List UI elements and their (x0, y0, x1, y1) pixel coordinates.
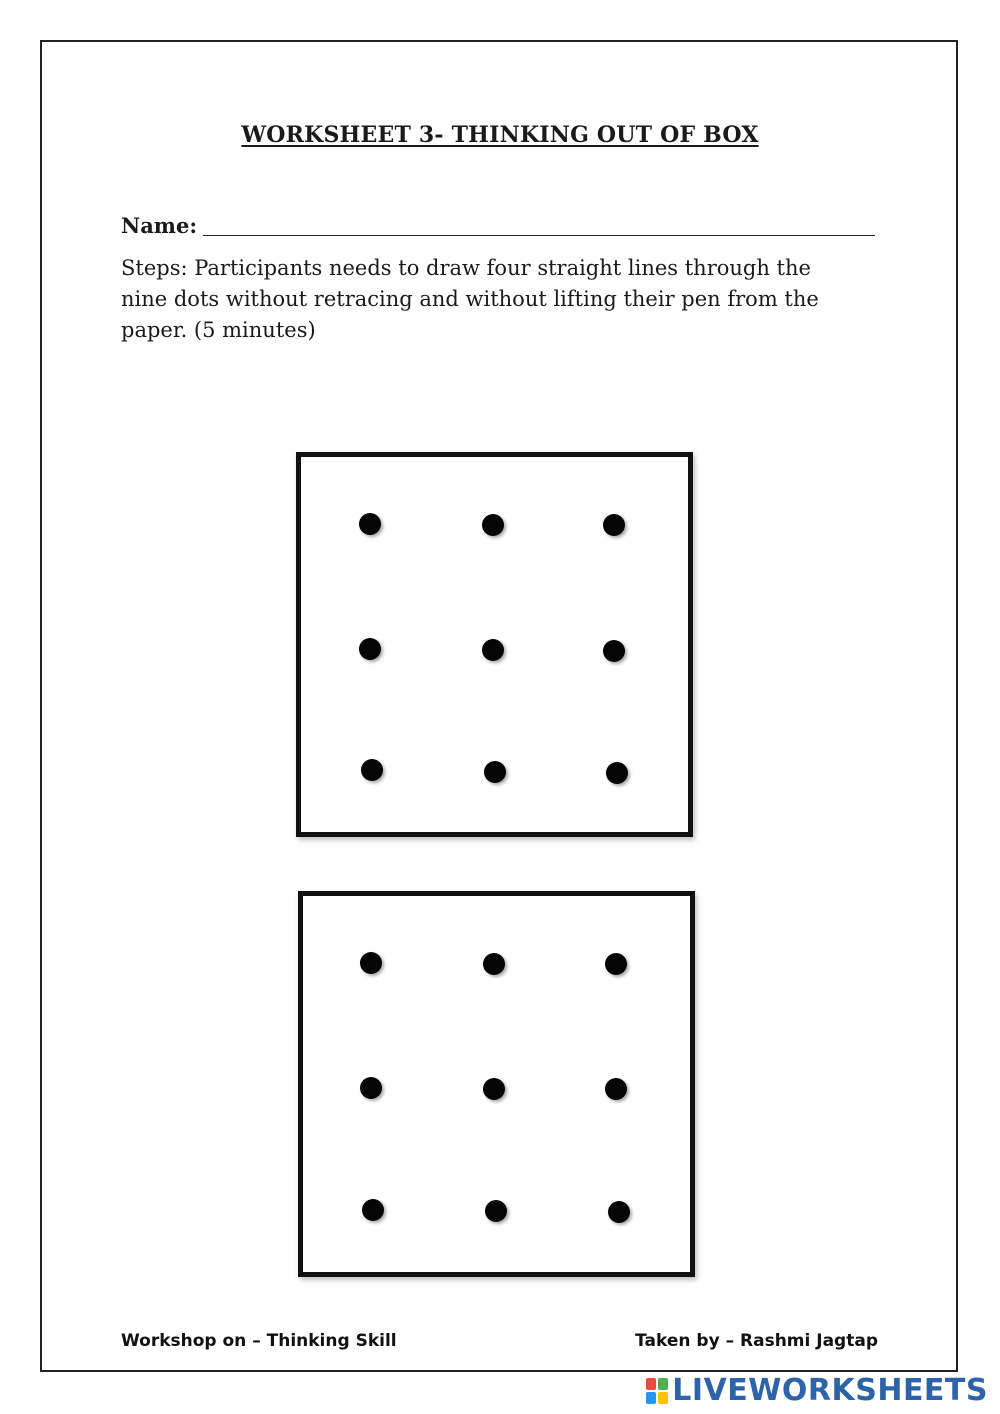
puzzle-dot (482, 514, 504, 536)
puzzle-dot (361, 759, 383, 781)
name-blank-line[interactable] (203, 235, 875, 236)
puzzle-dot (359, 513, 381, 535)
name-label: Name: (121, 213, 198, 238)
puzzle-dot (603, 514, 625, 536)
puzzle-dot (608, 1201, 630, 1223)
puzzle-dot (606, 762, 628, 784)
puzzle-dot (482, 639, 504, 661)
liveworksheets-logo-icon (646, 1378, 668, 1404)
nine-dot-puzzle-box-1[interactable] (296, 452, 693, 837)
puzzle-dot (603, 640, 625, 662)
liveworksheets-wordmark: LIVEWORKSHEETS (672, 1373, 988, 1408)
worksheet-title: WORKSHEET 3- THINKING OUT OF BOX (241, 122, 759, 148)
puzzle-dot (605, 953, 627, 975)
name-field-row (121, 210, 875, 238)
puzzle-dot (359, 638, 381, 660)
puzzle-dot (605, 1078, 627, 1100)
puzzle-dot (484, 761, 506, 783)
footer-workshop-label: Workshop on – Thinking Skill (121, 1331, 397, 1351)
liveworksheets-brand[interactable] (646, 1374, 988, 1408)
puzzle-dot (360, 952, 382, 974)
nine-dot-puzzle-box-2[interactable] (298, 891, 695, 1277)
puzzle-dot (362, 1199, 384, 1221)
steps-instructions: Steps: Participants needs to draw four straight lines through the nine dots without retracing and without lifting their pen from the paper. (5 minutes) (121, 256, 819, 342)
footer-author-label: Taken by – Rashmi Jagtap (635, 1331, 878, 1351)
puzzle-dot (485, 1200, 507, 1222)
puzzle-dot (483, 953, 505, 975)
puzzle-dot (483, 1078, 505, 1100)
puzzle-dot (360, 1077, 382, 1099)
